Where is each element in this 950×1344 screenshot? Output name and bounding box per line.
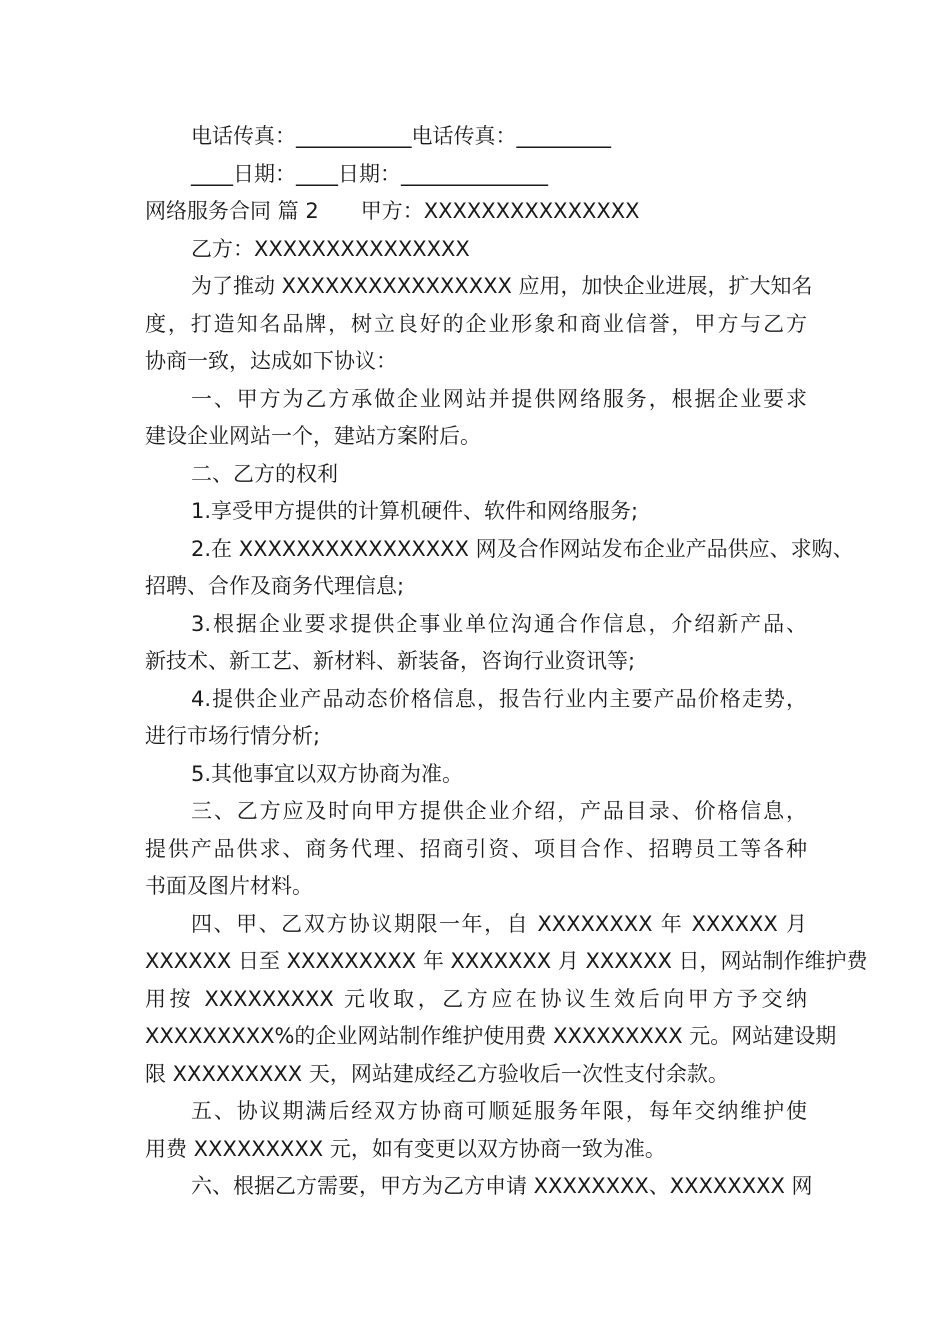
text-line: 乙方：XXXXXXXXXXXXXXX	[191, 236, 470, 261]
text-line: 4.提供企业产品动态价格信息，报告行业内主要产品价格走势，	[191, 686, 807, 711]
text-line: 度，打造知名品牌，树立良好的企业形象和商业信誉，甲方与乙方	[145, 311, 807, 336]
text-line: 三、乙方应及时向甲方提供企业介绍，产品目录、价格信息，	[191, 799, 807, 823]
text-line: 建设企业网站一个，建站方案附后。	[145, 424, 481, 448]
text-line: 3.根据企业要求提供企事业单位沟通合作信息，介绍新产品、	[191, 611, 807, 636]
text-line: 电话传真：___________电话传真：_________	[191, 124, 611, 148]
text-line: 六、根据乙方需要，甲方为乙方申请 XXXXXXXX、XXXXXXXX 网	[191, 1174, 813, 1198]
text-line: 一、甲方为乙方承做企业网站并提供网络服务，根据企业要求	[191, 386, 807, 411]
text-line: 五、协议期满后经双方协商可顺延服务年限，每年交纳维护使	[191, 1099, 807, 1123]
text-line: 四、甲、乙双方协议期限一年，自 XXXXXXXX 年 XXXXXX 月	[191, 911, 807, 936]
text-line: XXXXXX 日至 XXXXXXXXX 年 XXXXXXX 月 XXXXXX 日，网站制作维护费	[145, 949, 868, 973]
text-line: 2.在 XXXXXXXXXXXXXXXX 网及合作网站发布企业产品供应、求购、	[191, 536, 854, 561]
text-line: 招聘、合作及商务代理信息;	[145, 574, 405, 598]
text-line: XXXXXXXXX%的企业网站制作维护使用费 XXXXXXXXX 元。网站建设期	[145, 1024, 837, 1048]
text-line: 用费 XXXXXXXXX 元，如有变更以双方协商一致为准。	[145, 1136, 666, 1161]
text-line: 二、乙方的权利	[191, 461, 338, 486]
text-line: 网络服务合同 篇 2 甲方：XXXXXXXXXXXXXXX	[145, 199, 640, 223]
text-line: ____日期：____日期：______________	[191, 161, 548, 186]
text-line: 新技术、新工艺、新材料、新装备，咨询行业资讯等;	[145, 649, 636, 673]
text-line: 进行市场行情分析;	[145, 724, 321, 748]
text-line: 用按 XXXXXXXXX 元收取，乙方应在协议生效后向甲方予交纳	[145, 986, 807, 1011]
text-line: 1.享受甲方提供的计算机硬件、软件和网络服务;	[191, 499, 639, 523]
text-line: 5.其他事宜以双方协商为准。	[191, 761, 464, 786]
text-line: 限 XXXXXXXXX 天，网站建成经乙方验收后一次性支付余款。	[145, 1061, 729, 1086]
text-line: 书面及图片材料。	[145, 874, 313, 898]
text-line: 提供产品供求、商务代理、招商引资、项目合作、招聘员工等各种	[145, 836, 807, 861]
document-page	[145, 118, 868, 1206]
text-line: 为了推动 XXXXXXXXXXXXXXXX 应用，加快企业进展，扩大知名	[191, 274, 813, 298]
text-line: 协商一致，达成如下协议：	[145, 349, 397, 373]
